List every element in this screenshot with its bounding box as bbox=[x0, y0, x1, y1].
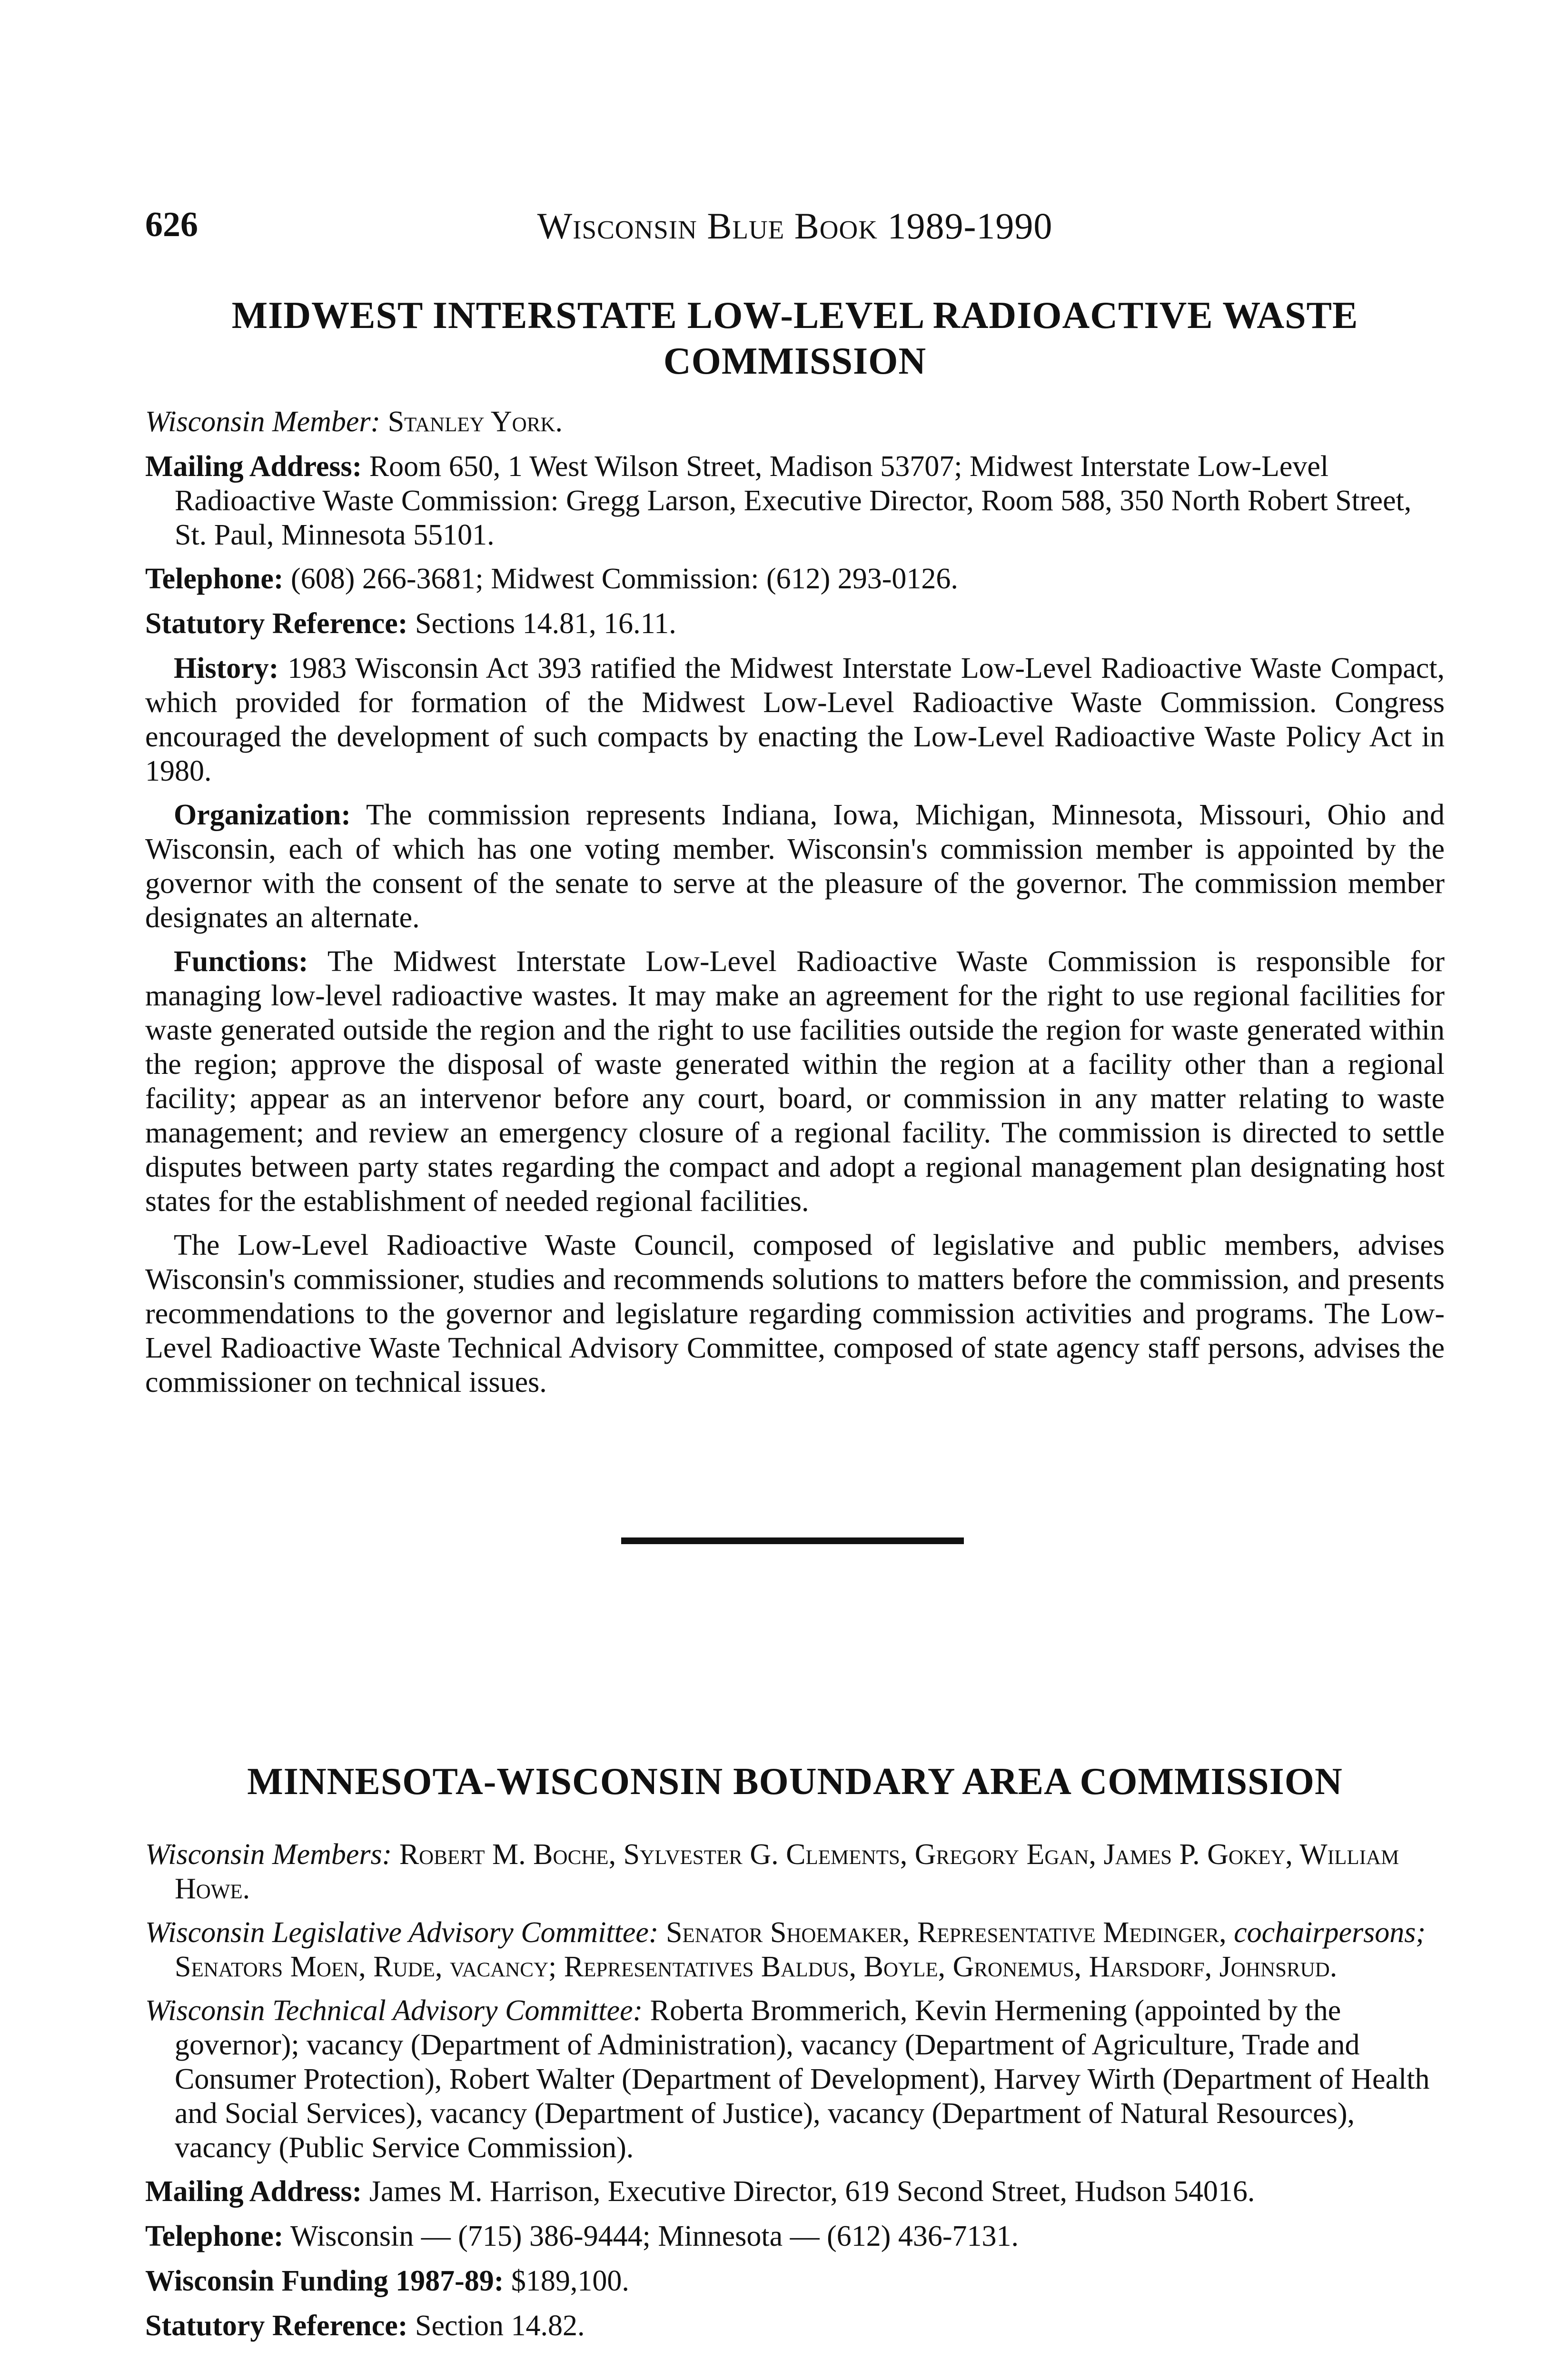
functions-label: Functions: bbox=[174, 945, 308, 978]
history-paragraph bbox=[145, 651, 1445, 788]
statutory-label: Statutory Reference: bbox=[145, 607, 408, 640]
technical-committee-entry bbox=[145, 1993, 1445, 2165]
funding-label: Wisconsin Funding 1987-89: bbox=[145, 2265, 504, 2297]
mailing-value-2: James M. Harrison, Executive Director, 619 Second Street, Hudson 54016. bbox=[369, 2175, 1255, 2208]
boundary-commission-body bbox=[145, 1837, 1445, 2353]
midwest-commission-body bbox=[145, 405, 1445, 1409]
organization-paragraph bbox=[145, 798, 1445, 935]
mailing-label: Mailing Address: bbox=[145, 450, 362, 483]
mailing-label-2: Mailing Address: bbox=[145, 2175, 362, 2208]
section-title-line-2: COMMISSION bbox=[663, 340, 927, 382]
funding-entry bbox=[145, 2264, 1445, 2298]
funding-value: $189,100. bbox=[511, 2265, 629, 2297]
mailing-value: Room 650, 1 West Wilson Street, Madison 53707; Midwest Interstate Low-Level Radioactive Waste Commission: Gregg Larson, Executive Director, Room 588, 350 North Robert Street, St. Paul, Minnesota 55101. bbox=[175, 450, 1412, 551]
legislative-label: Wisconsin Legislative Advisory Committee: bbox=[145, 1916, 659, 1949]
statutory-entry bbox=[145, 606, 1445, 641]
page-number: 626 bbox=[145, 205, 198, 244]
legislative-part-2: Senators Moen, Rude, vacancy; Representatives Baldus, Boyle, Gronemus, Harsdorf, Johnsrud. bbox=[175, 1951, 1338, 1983]
mailing-address-entry bbox=[145, 449, 1445, 552]
section-title-midwest bbox=[145, 293, 1445, 384]
statutory-entry-2 bbox=[145, 2309, 1445, 2343]
member-label: Wisconsin Member: bbox=[145, 406, 381, 438]
page-header bbox=[145, 205, 1445, 271]
wisconsin-members-entry bbox=[145, 1837, 1445, 1906]
wisconsin-member-entry bbox=[145, 405, 1445, 439]
section-title-boundary: MINNESOTA-WISCONSIN BOUNDARY AREA COMMISSION bbox=[247, 1761, 1343, 1803]
members-value: Robert M. Boche, Sylvester G. Clements, Gregory Egan, James P. Gokey, William Howe. bbox=[175, 1838, 1399, 1905]
running-title: Wisconsin Blue Book 1989-1990 bbox=[537, 205, 1053, 247]
member-value: Stanley York. bbox=[387, 406, 563, 438]
organization-value: The commission represents Indiana, Iowa, Michigan, Minnesota, Missouri, Ohio and Wisconsin, each of which has one voting member. Wisconsin's commission member is appointed by the governor with the consent of the senate to serve at the pleasure of the governor. The commission member designates an alternate. bbox=[145, 799, 1445, 934]
statutory-value: Sections 14.81, 16.11. bbox=[415, 607, 676, 640]
organization-label: Organization: bbox=[174, 799, 351, 831]
legislative-committee-entry bbox=[145, 1915, 1445, 1984]
legislative-cochair: cochairpersons; bbox=[1234, 1916, 1426, 1949]
section-divider bbox=[621, 1537, 964, 1544]
telephone-value: (608) 266-3681; Midwest Commission: (612) 293-0126. bbox=[291, 563, 958, 595]
statutory-value-2: Section 14.82. bbox=[415, 2310, 585, 2342]
telephone-label: Telephone: bbox=[145, 563, 284, 595]
telephone-value-2: Wisconsin — (715) 386-9444; Minnesota — (612) 436-7131. bbox=[290, 2220, 1019, 2252]
telephone-entry-2 bbox=[145, 2219, 1445, 2253]
functions-paragraph bbox=[145, 944, 1445, 1219]
section-title-line-1: MIDWEST INTERSTATE LOW-LEVEL RADIOACTIVE WASTE bbox=[231, 295, 1358, 337]
statutory-label-2: Statutory Reference: bbox=[145, 2310, 408, 2342]
history-label: History: bbox=[174, 652, 279, 684]
technical-label: Wisconsin Technical Advisory Committee: bbox=[145, 1994, 643, 2027]
telephone-label-2: Telephone: bbox=[145, 2220, 284, 2252]
council-paragraph: The Low-Level Radioactive Waste Council, composed of legislative and public members, advises Wisconsin's commissioner, studies and recommends solutions to matters before the commission, and presents recommendations to the governor and legislature regarding commission activities and programs. The Low-Level Radioactive Waste Technical Advisory Committee, composed of state agency staff persons, advises the commissioner on technical issues. bbox=[145, 1229, 1445, 1398]
technical-value: Roberta Brommerich, Kevin Hermening (appointed by the governor); vacancy (Department of Administration), vacancy (Department of Agriculture, Trade and Consumer Protection), Robert Walter (Department of Development), Harvey Wirth (Department of Health and Social Services), vacancy (Department of Justice), vacancy (Department of Natural Resources), vacancy (Public Service Commission). bbox=[175, 1994, 1430, 2164]
history-value: 1983 Wisconsin Act 393 ratified the Midwest Interstate Low-Level Radioactive Waste Compact, which provided for formation of the Midwest Low-Level Radioactive Waste Commission. Congress encouraged the development of such compacts by enacting the Low-Level Radioactive Waste Policy Act in 1980. bbox=[145, 652, 1445, 787]
mailing-address-entry-2 bbox=[145, 2174, 1445, 2209]
members-label: Wisconsin Members: bbox=[145, 1838, 392, 1871]
functions-value: The Midwest Interstate Low-Level Radioactive Waste Commission is responsible for managing low-level radioactive wastes. It may make an agreement for the right to use regional facilities for waste generated outside the region and the right to use facilities outside the region for waste generated within the region; approve the disposal of waste generated within the region at a facility other than a regional facility; appear as an intervenor before any court, board, or commission in any matter relating to waste management; and review an emergency closure of a regional facility. The commission is directed to settle disputes between party states regarding the compact and adopt a regional management plan designating host states for the establishment of needed regional facilities. bbox=[145, 945, 1445, 1218]
telephone-entry bbox=[145, 562, 1445, 596]
legislative-part-1: Senator Shoemaker, Representative Medinger, bbox=[666, 1916, 1227, 1949]
